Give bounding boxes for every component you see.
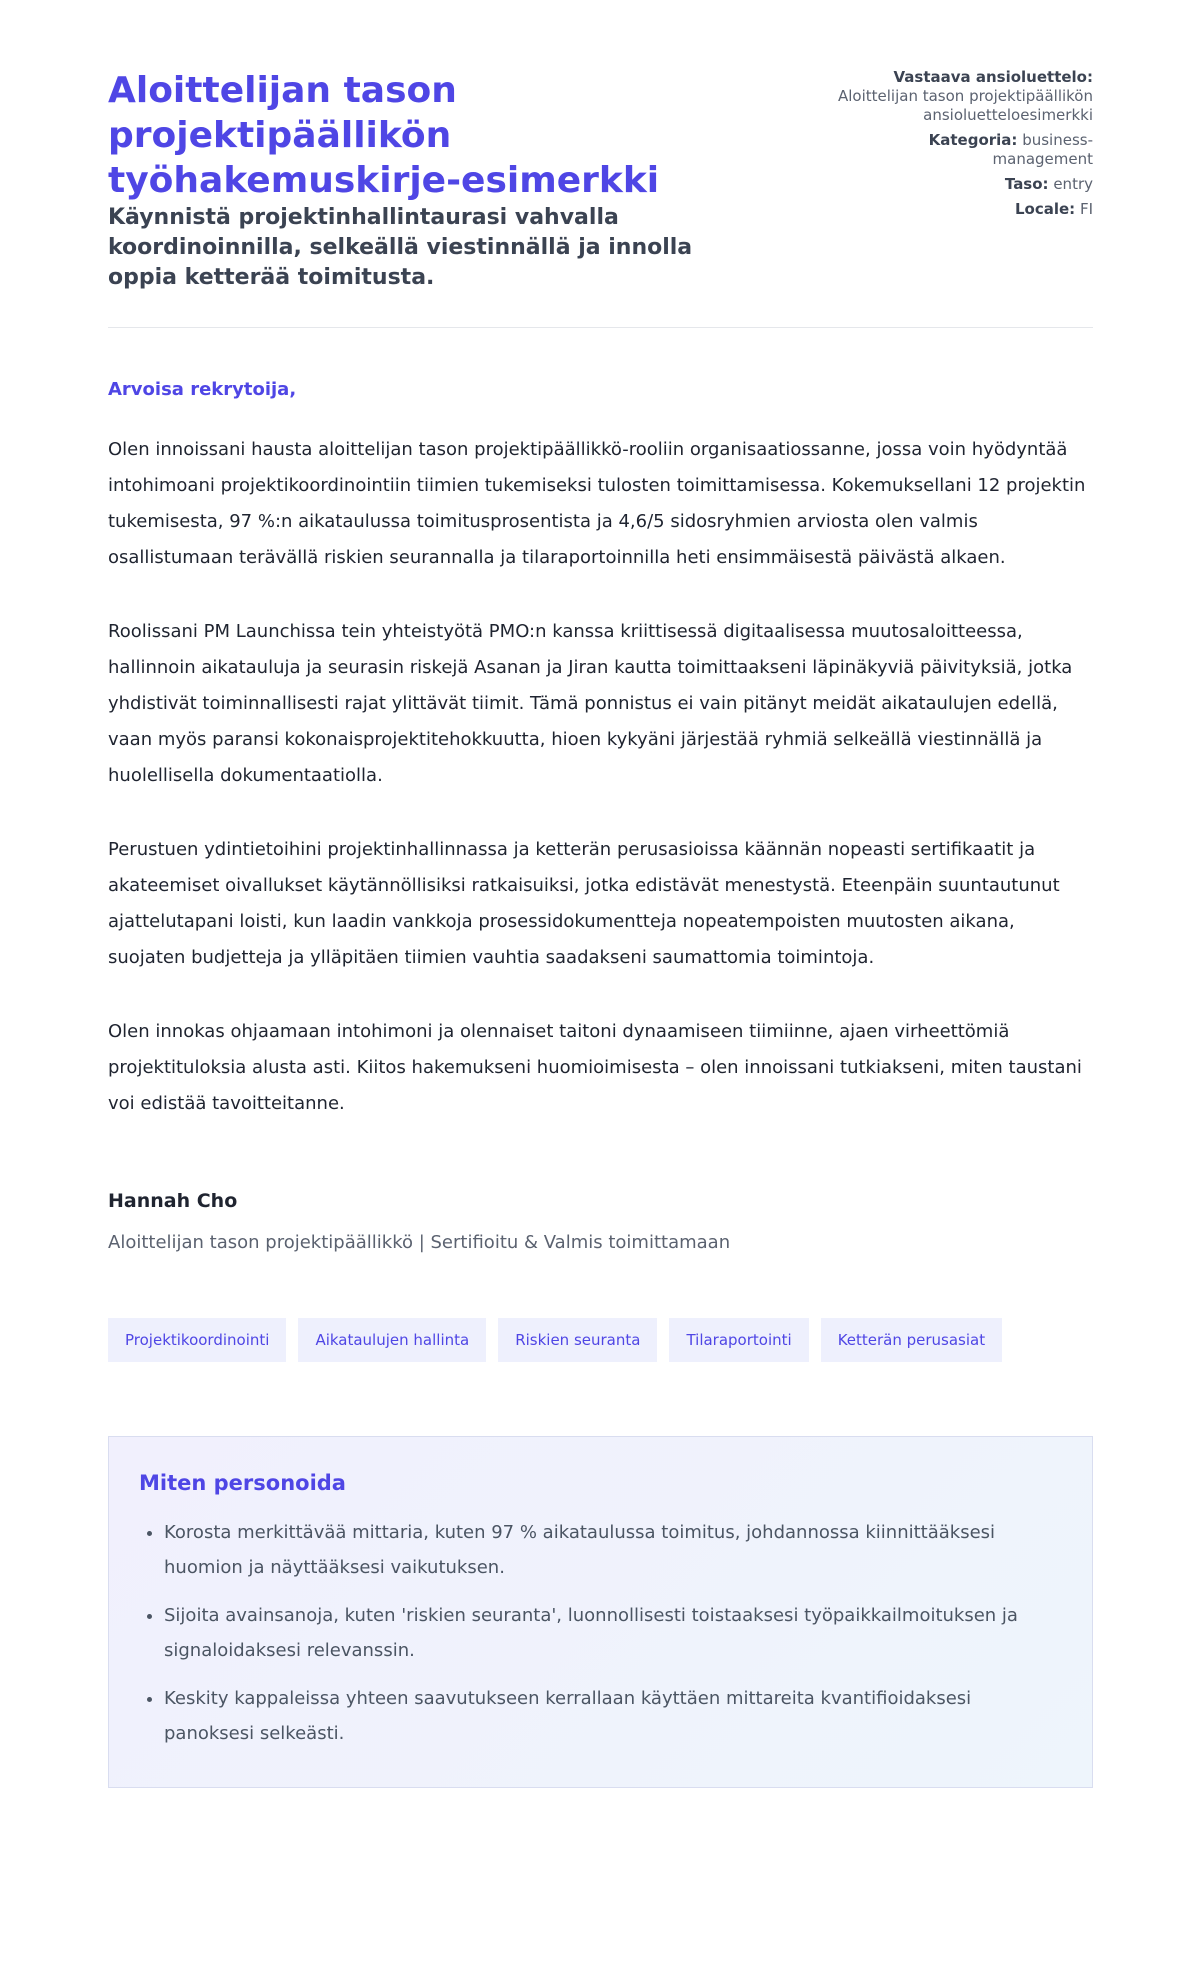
tip-item: • Korosta merkittävää mittaria, kuten 97 % aikataulussa toimitus, johdannossa kiinnittääksesi huomion ja näyttääksesi vaikutuksen. bbox=[164, 1515, 1062, 1585]
paragraph: Roolissani PM Launchissa tein yhteistyötä PMO:n kanssa kriittisessä digitaalisessa muutosaloitteessa, hallinnoin aikatauluja ja seurasin riskejä Asanan ja Jiran kautta toimittaakseni läpinäkyviä päivityksiä, jotka yhdistivät toiminnallisesti rajat ylittävät tiimit. Tämä ponnistus ei vain pitänyt meidät aikataulujen edellä, vaan myös paransi kokonaisprojektitehokkuutta, hioen kykyäni järjestää ryhmiä selkeällä viestinnällä ja huolellisella dokumentaatiolla. bbox=[108, 621, 1073, 786]
page-header bbox=[108, 0, 1093, 293]
greeting: Arvoisa rekrytoija, bbox=[108, 379, 297, 400]
page-subtitle: Käynnistä projektinhallintaurasi vahvalla koordinoinnilla, selkeällä viestinnällä ja innolla oppia ketterää toimitusta. bbox=[108, 205, 693, 290]
tip-item: • Keskity kappaleissa yhteen saavutukseen kerrallaan käyttäen mittareita kvantifioidaksesi panoksesi selkeästi. bbox=[164, 1681, 1062, 1751]
skill-tag: Ketterän perusasiat bbox=[821, 1318, 1002, 1362]
paragraph: Olen innokas ohjaamaan intohimoni ja olennaiset taitoni dynaamiseen tiimiinne, ajaen virheettömiä projektituloksia alusta asti. Kiitos hakemukseni huomioimisesta – olen innoissani tutkiakseni, miten taustani voi edistää tavoitteitanne. bbox=[108, 1021, 1082, 1114]
skill-tag: Projektikoordinointi bbox=[108, 1318, 286, 1362]
skill-tag: Aikataulujen hallinta bbox=[298, 1318, 486, 1362]
level-label: Taso: bbox=[1004, 175, 1049, 193]
tips-list bbox=[139, 1515, 1062, 1751]
tips-heading: Miten personoida bbox=[139, 1471, 346, 1495]
resume-label: Vastaava ansioluettelo: bbox=[893, 68, 1093, 86]
resume-link[interactable]: Aloittelijan tason projektipäällikön ansioluetteloesimerkki bbox=[838, 87, 1093, 124]
category-value: business-management bbox=[992, 131, 1093, 168]
locale-value: FI bbox=[1079, 200, 1093, 218]
personalization-tips bbox=[108, 1436, 1093, 1788]
skill-tags bbox=[108, 1318, 1093, 1362]
meta-panel bbox=[833, 68, 1093, 293]
letter-body bbox=[108, 432, 1093, 1122]
level-value: entry bbox=[1053, 175, 1093, 193]
paragraph: Olen innoissani hausta aloittelijan tason projektipäällikkö-rooliin organisaatiossanne, jossa voin hyödyntää intohimoani projektikoordinointiin tiimien tukemiseksi tulosten toimittamisessa. Kokemuksellani 12 projektin tukemisesta, 97 %:n aikataulussa toimitusprosentista ja 4,6/5 sidosryhmien arviosta olen valmis osallistumaan terävällä riskien seurannalla ja tilaraportoinnilla heti ensimmäisestä päivästä alkaen. bbox=[108, 439, 1086, 568]
cover-letter-page bbox=[108, 0, 1093, 1788]
skill-tag: Riskien seuranta bbox=[498, 1318, 657, 1362]
skill-tag: Tilaraportointi bbox=[669, 1318, 808, 1362]
paragraph: Perustuen ydintietoihini projektinhallinnassa ja ketterän perusasioissa käännän nopeasti sertifikaatit ja akateemiset oivallukset käytännöllisiksi ratkaisuiksi, jotka edistävät menestystä. Eteenpäin suuntautunut ajattelutapani loisti, kun laadin vankkoja prosessidokumentteja nopeatempoisten muutosten aikana, suojaten budjetteja ja ylläpitäen tiimien vauhtia saadakseni saumattomia toimintoja. bbox=[108, 839, 1060, 968]
signature-title: Aloittelijan tason projektipäällikkö | Sertifioitu & Valmis toimittamaan bbox=[108, 1232, 731, 1253]
locale-label: Locale: bbox=[1014, 200, 1076, 218]
signature-name: Hannah Cho bbox=[108, 1190, 238, 1212]
page-title: Aloittelijan tason projektipäällikön työhakemuskirje-esimerkki bbox=[108, 70, 660, 201]
divider bbox=[108, 327, 1093, 328]
category-label: Kategoria: bbox=[928, 131, 1018, 149]
tip-item: • Sijoita avainsanoja, kuten 'riskien seuranta', luonnollisesti toistaaksesi työpaikkailmoituksen ja signaloidaksesi relevanssin. bbox=[164, 1598, 1062, 1668]
